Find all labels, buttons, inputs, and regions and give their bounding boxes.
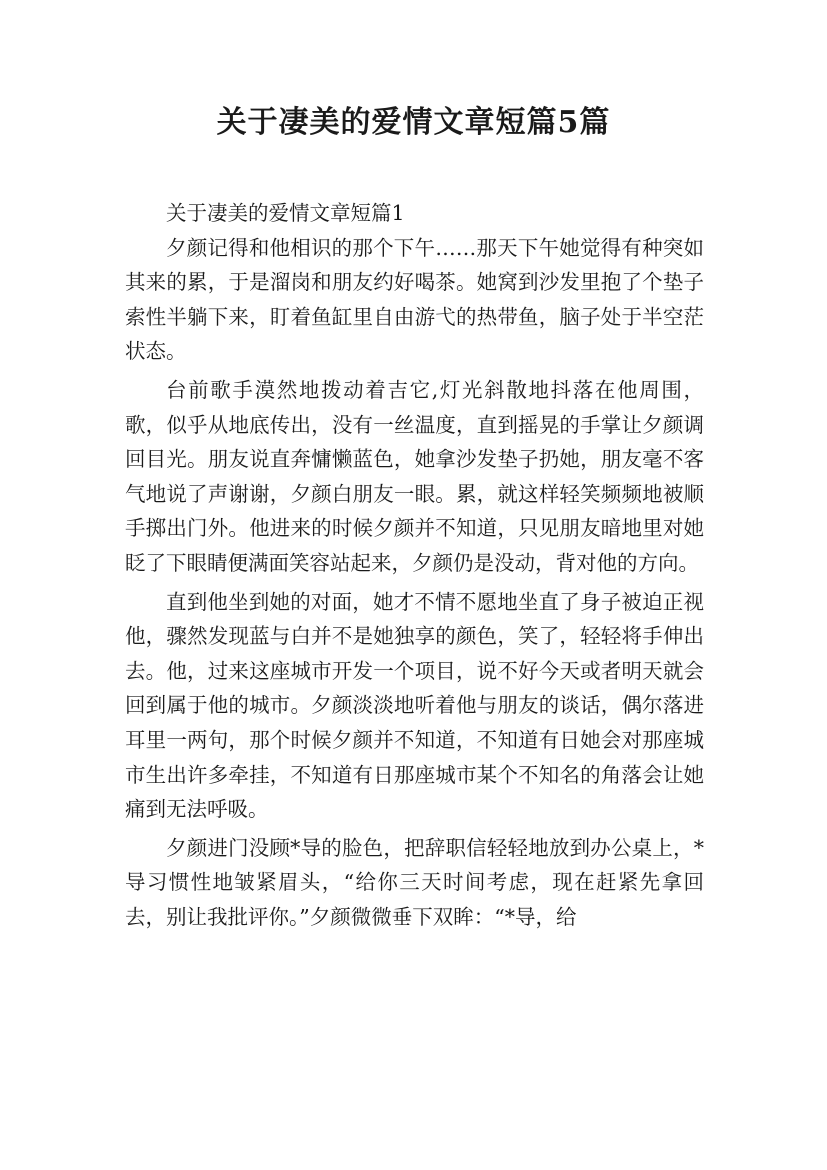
section-heading: 关于凄美的爱情文章短篇1 (166, 201, 405, 225)
paragraph-4: 夕颜进门没顾*导的脸色，把辞职信轻轻地放到办公桌上，*导习惯性地皱紧眉头，“给你三天时间考虑，现在赶紧先拿回去，别让我批评你。”夕颜微微垂下双眸：“*导，给 (125, 835, 704, 929)
paragraph-3: 直到他坐到她的对面，她才不情不愿地坐直了身子被迫正视他，骤然发现蓝与白并不是她独享的颜色，笑了，轻轻将手伸出去。他，过来这座城市开发一个项目，说不好今天或者明天就会回到属于他的城市。夕颜淡淡地听着他与朋友的谈话，偶尔落进耳里一两句，那个时候夕颜并不知道，不知道有日她会对那座城市生出许多牵挂，不知道有日那座城市某个不知名的角落会让她痛到无法呼吸。 (125, 589, 704, 822)
paragraph-2: 台前歌手漠然地拨动着吉它,灯光斜散地抖落在他周围，歌，似乎从地底传出，没有一丝温度，直到摇晃的手掌让夕颜调回目光。朋友说直奔慵懒蓝色，她拿沙发垫子扔她，朋友毫不客气地说了声谢谢，夕颜白朋友一眼。累，就这样轻笑频频地被顺手掷出门外。他进来的时候夕颜并不知道，只见朋友暗地里对她眨了下眼睛便满面笑容站起来，夕颜仍是没动，背对他的方向。 (125, 377, 704, 575)
document-title: 关于凄美的爱情文章短篇5篇 (216, 105, 611, 140)
document-body (125, 196, 704, 938)
paragraph-1: 夕颜记得和他相识的那个下午……那天下午她觉得有种突如其来的累，于是溜岗和朋友约好喝茶。她窝到沙发里抱了个垫子索性半躺下来，盯着鱼缸里自由游弋的热带鱼，脑子处于半空茫状态。 (125, 235, 704, 364)
